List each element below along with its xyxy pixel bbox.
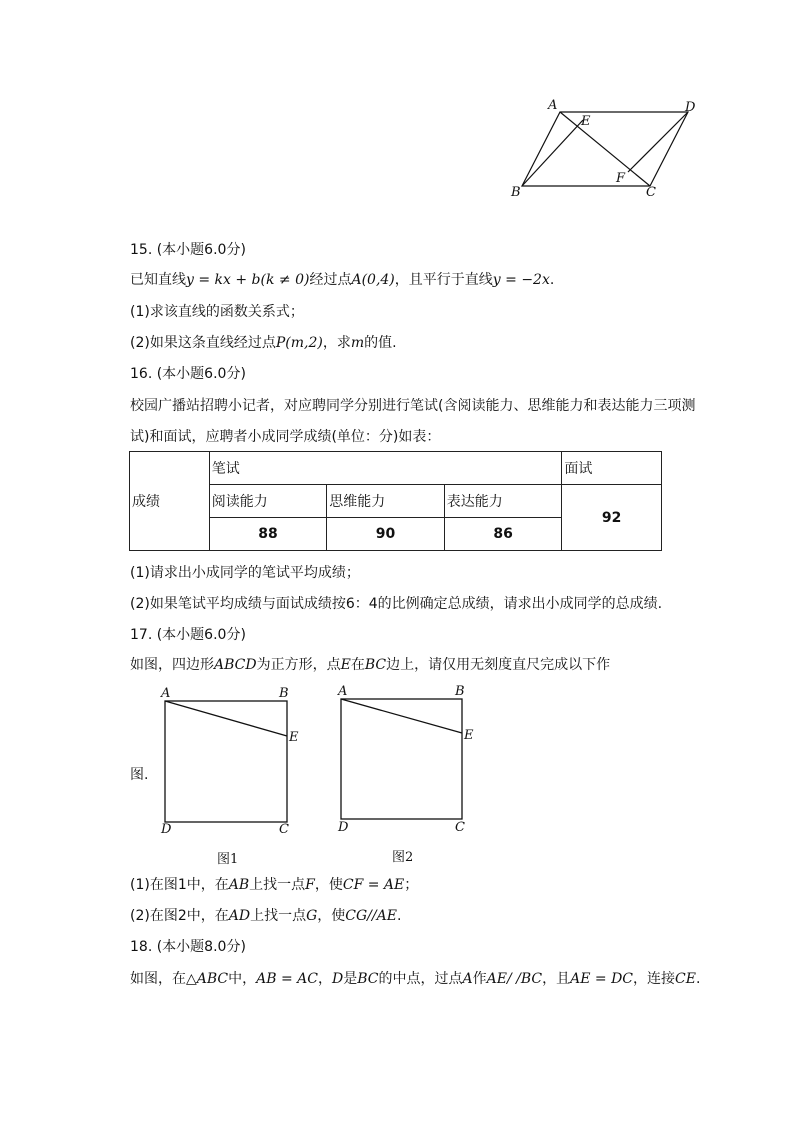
fig2-label-b: B — [455, 684, 465, 699]
q18-eq2: AE = DC — [570, 971, 634, 987]
q18-stem-end: . — [695, 971, 701, 987]
q16-part1: (1)请求出小成同学的笔试平均成绩； — [130, 565, 360, 581]
q15-point: A(0,4) — [351, 272, 395, 288]
written-header-cell: 笔试 — [209, 452, 562, 485]
q16-heading: 16. (本小题6.0分) — [130, 366, 246, 382]
q18-stem-text-2: 中， — [228, 971, 257, 987]
q18-segment-ce: CE — [675, 971, 696, 987]
q18-stem-text-6: 作 — [472, 971, 487, 987]
q18-stem-text: 如图，在 — [130, 971, 186, 987]
q18-segment-bc: BC — [357, 971, 379, 987]
label-c: C — [646, 185, 656, 200]
q17-stem-tail: 图. — [130, 767, 149, 783]
q15-part2-text-2: ，求 — [322, 335, 351, 351]
thinking-score-cell: 90 — [327, 518, 445, 551]
q17-part1-text-3: ，使 — [314, 877, 343, 893]
q15-part1: (1)求该直线的函数关系式； — [130, 304, 304, 320]
q17-part2-text: (2)在图2中，在 — [130, 908, 229, 924]
q17-part1-text-2: 上找一点 — [249, 877, 306, 893]
q17-part1-text: (1)在图1中，在 — [130, 877, 229, 893]
interview-header-cell: 面试 — [562, 452, 662, 485]
reading-score-cell: 88 — [209, 518, 327, 551]
q15-part2-text: (2)如果这条直线经过点 — [130, 335, 276, 351]
label-f: F — [616, 171, 626, 186]
q17-stem-text-3: 在 — [350, 657, 365, 673]
fig2-caption: 图2 — [392, 850, 414, 865]
q18-stem-text-5: 的中点，过点 — [378, 971, 463, 987]
q18-heading: 18. (本小题8.0分) — [130, 939, 246, 955]
q17-part1 — [130, 876, 418, 894]
q17-part1-eq: CF = AE — [342, 877, 405, 893]
q17-heading: 17. (本小题6.0分) — [130, 627, 246, 643]
q18-point-a: A — [462, 971, 473, 987]
q17-stem-text: 如图，四边形 — [130, 657, 214, 673]
q17-part2 — [130, 907, 401, 925]
fig2-label-c: C — [455, 820, 465, 835]
q17-part1-pt: F — [305, 877, 315, 893]
q18-triangle: △ABC — [186, 971, 229, 987]
segment-ae-2 — [341, 699, 462, 733]
q15-equation: y = kx + b(k ≠ 0) — [186, 272, 310, 288]
fig1-caption: 图1 — [217, 852, 239, 867]
square-2 — [341, 699, 462, 819]
fig1-label-e: E — [289, 730, 299, 745]
q17-part2-text-2: 上找一点 — [250, 908, 307, 924]
label-a: A — [548, 98, 558, 113]
q18-stem-text-8: ，连接 — [633, 971, 676, 987]
q17-stem-text-2: 为正方形，点 — [256, 657, 341, 673]
q18-stem-text-3: ， — [318, 971, 332, 987]
q17-stem-end: 边上，请仅用无刻度直尺完成以下作 — [386, 657, 611, 673]
q15-part2-point: P(m,2) — [275, 335, 323, 351]
fig1-label-d: D — [161, 822, 172, 837]
label-e: E — [581, 114, 591, 129]
reading-header-cell: 阅读能力 — [209, 485, 327, 518]
fig1-label-c: C — [279, 822, 289, 837]
q18-point-d: D — [332, 971, 344, 987]
q15-part2-var: m — [350, 335, 365, 351]
q15-part2-end: 的值. — [364, 335, 397, 351]
q16-stem-line2: 试)和面试，应聘者小成同学成绩(单位：分)如表： — [130, 429, 441, 445]
expression-score-cell: 86 — [444, 518, 562, 551]
q15-stem-text: 已知直线 — [130, 272, 186, 288]
fig1-label-b: B — [279, 686, 289, 701]
fig2-label-d: D — [338, 820, 349, 835]
q15-stem-text-2: 经过点 — [309, 272, 352, 288]
row-header-cell: 成绩 — [130, 452, 210, 551]
q18-stem-text-7: ，且 — [542, 971, 571, 987]
q17-part1-seg: AB — [228, 877, 250, 893]
q17-part2-end: . — [396, 908, 402, 924]
q17-shape: ABCD — [214, 657, 257, 673]
q17-point: E — [340, 657, 351, 673]
q17-part2-text-3: ，使 — [317, 908, 346, 924]
q15-stem-end: . — [549, 272, 555, 288]
thinking-header-cell: 思维能力 — [327, 485, 445, 518]
q16-stem-line1: 校园广播站招聘小记者，对应聘同学分别进行笔试(含阅读能力、思维能力和表达能力三项测 — [130, 398, 696, 414]
q17-segment: BC — [364, 657, 387, 673]
fig1-label-a: A — [161, 686, 171, 701]
q15-stem-text-3: ，且平行于直线 — [394, 272, 493, 288]
segment-ae-1 — [165, 701, 287, 736]
q18-eq1: AB = AC — [256, 971, 318, 987]
q17-part2-eq: CG//AE — [345, 908, 397, 924]
q17-part2-pt: G — [306, 908, 318, 924]
q16-part2: (2)如果笔试平均成绩与面试成绩按6：4的比例确定总成绩，请求出小成同学的总成绩. — [130, 596, 663, 612]
q17-part1-end: ； — [404, 877, 419, 893]
q17-part2-seg: AD — [228, 908, 251, 924]
q15-heading: 15. (本小题6.0分) — [130, 242, 246, 258]
interview-score-cell: 92 — [562, 485, 662, 551]
q18-stem-text-4: 是 — [343, 971, 358, 987]
fig2-label-a: A — [338, 684, 348, 699]
label-b: B — [511, 185, 521, 200]
fig2-label-e: E — [464, 728, 474, 743]
q18-stem — [130, 970, 700, 988]
q18-parallel: AE/ /BC — [486, 971, 543, 987]
label-d: D — [685, 100, 696, 115]
expression-header-cell: 表达能力 — [444, 485, 562, 518]
q15-equation-2: y = −2x — [492, 272, 550, 288]
